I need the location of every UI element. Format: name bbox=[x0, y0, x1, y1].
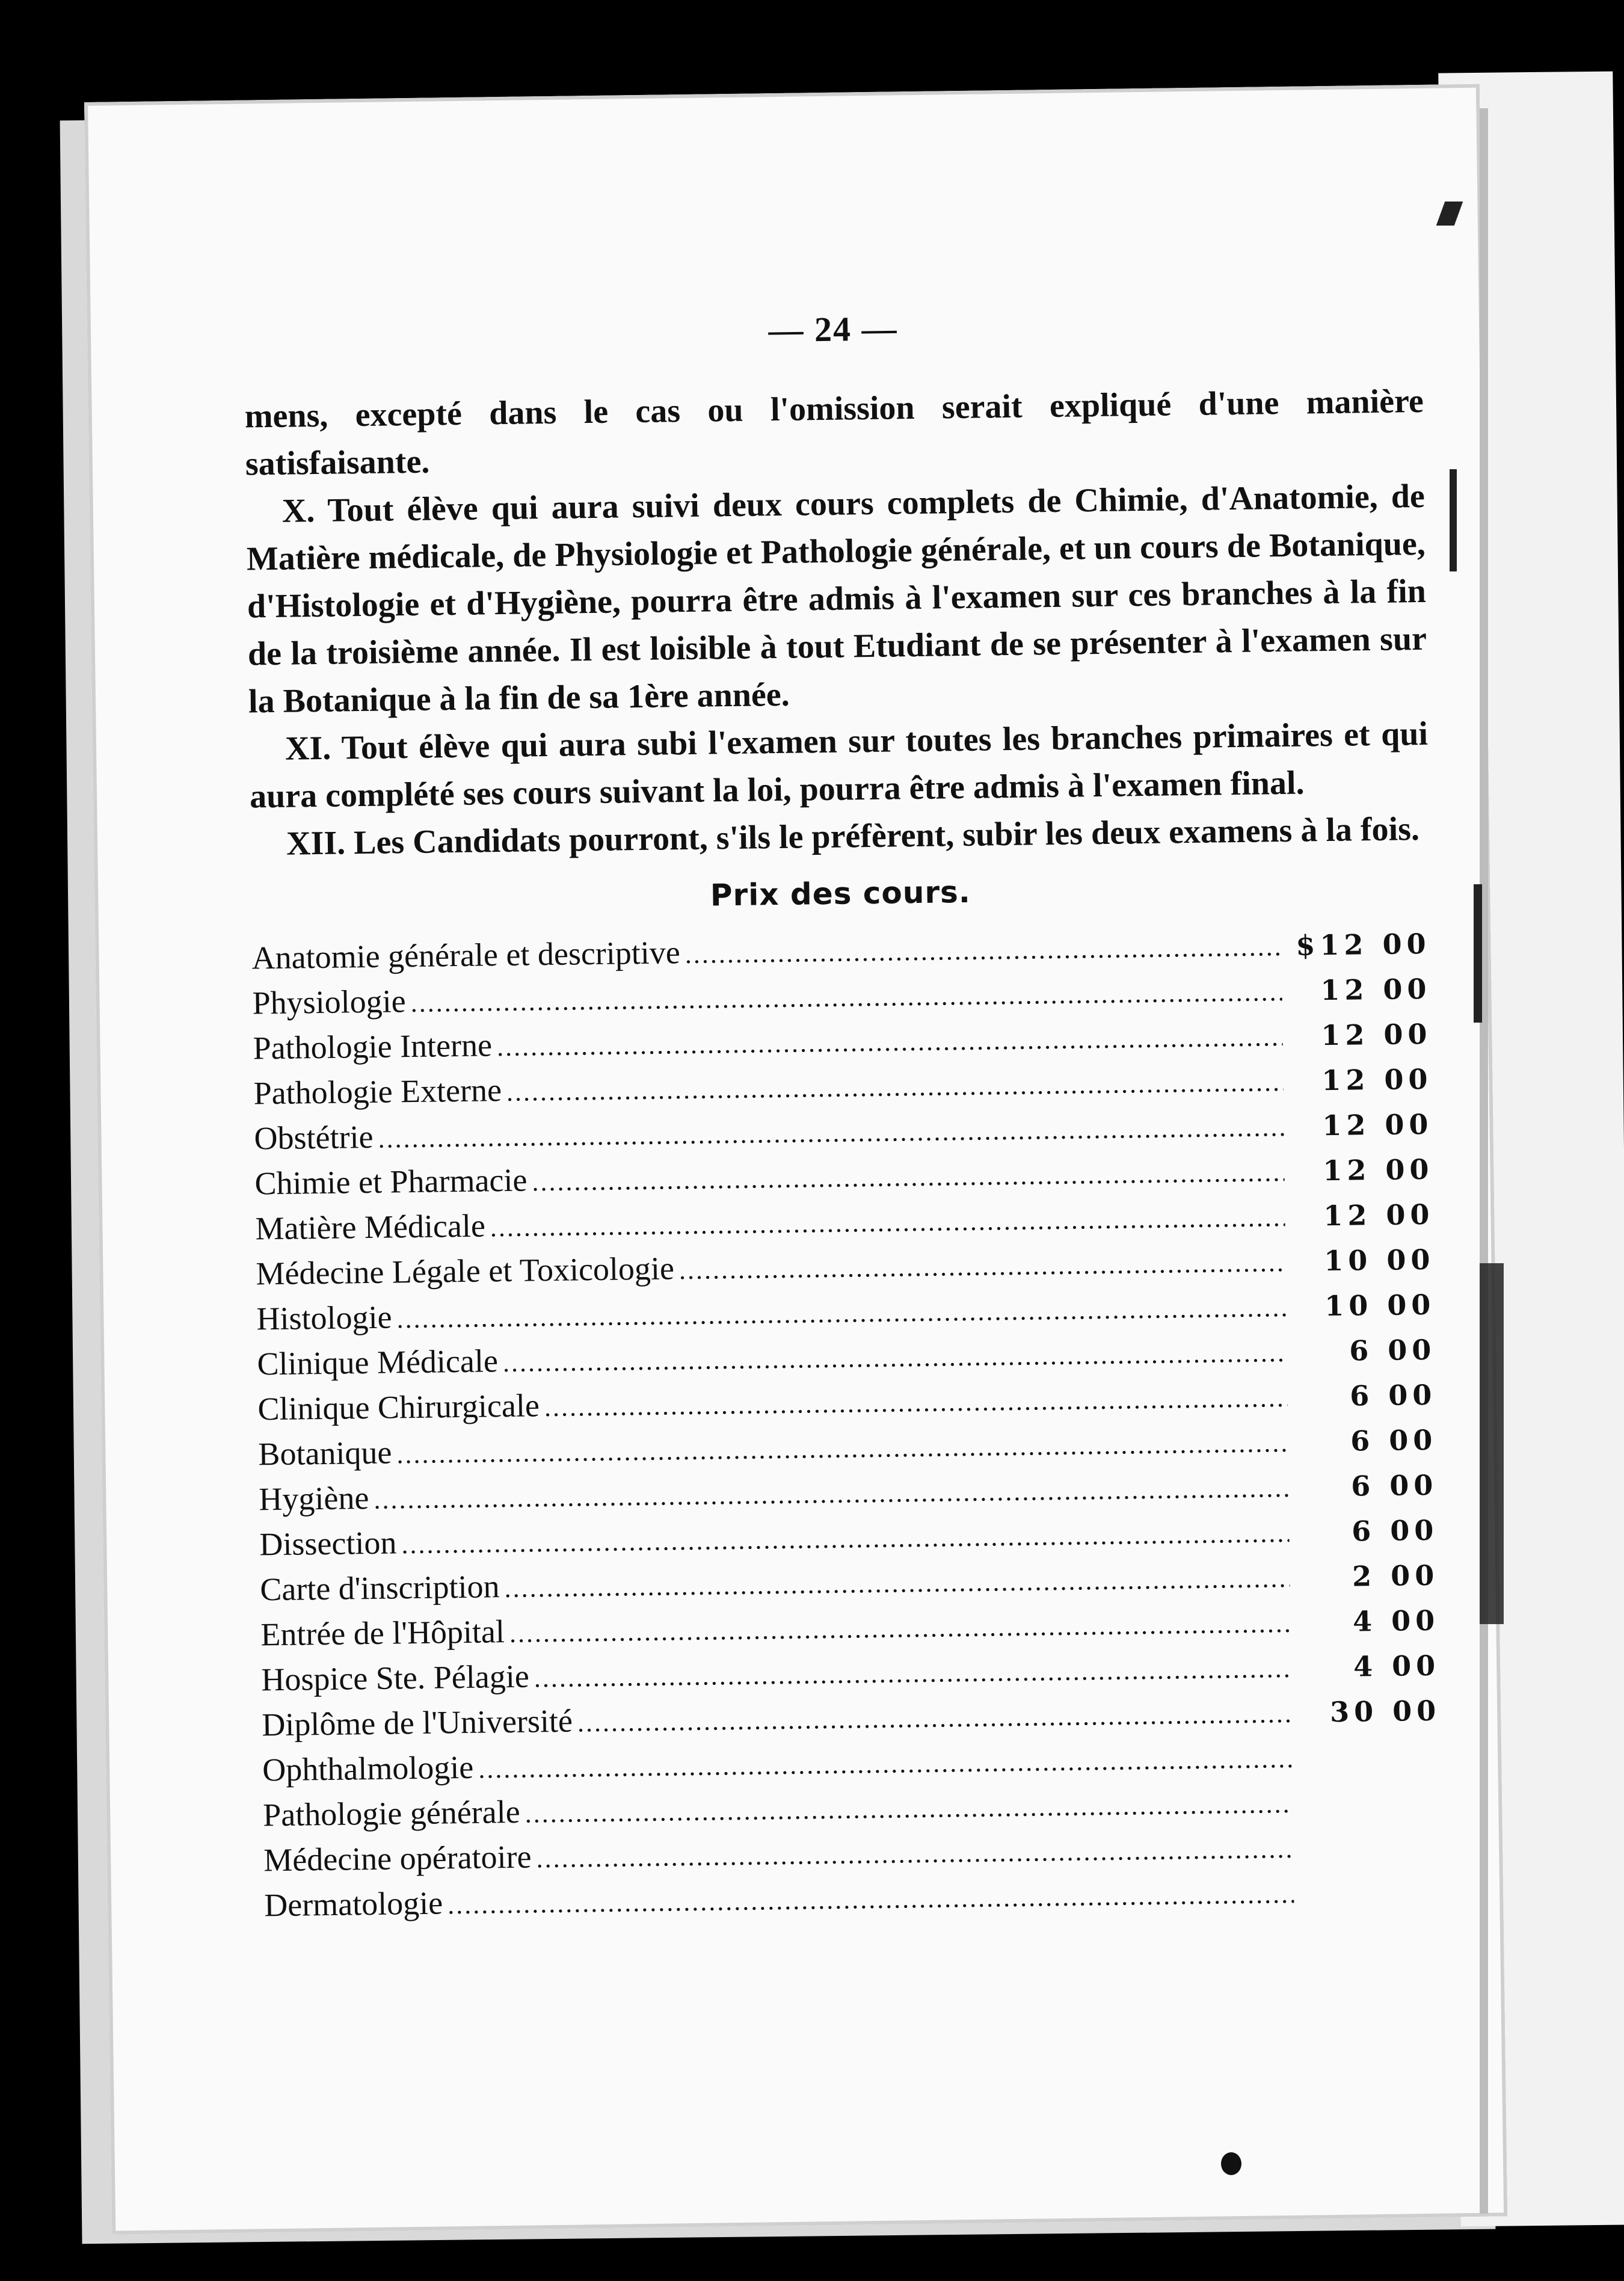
course-price: 12 00 bbox=[1320, 972, 1432, 1007]
course-price bbox=[1297, 1765, 1441, 1767]
leader-dots bbox=[577, 1698, 1292, 1738]
course-name: Hospice Ste. Pélagie bbox=[260, 1658, 530, 1698]
course-price bbox=[1298, 1856, 1442, 1858]
course-name: Médecine Légale et Toxicologie bbox=[256, 1250, 675, 1292]
course-price: 12 00 bbox=[1323, 1198, 1435, 1233]
course-price: 10 00 bbox=[1323, 1243, 1435, 1278]
course-name: Carte d'inscription bbox=[259, 1568, 500, 1608]
course-name: Histologie bbox=[256, 1299, 392, 1337]
course-price bbox=[1297, 1811, 1442, 1812]
course-name: Obstétrie bbox=[254, 1118, 374, 1157]
paragraph-article-x: X. Tout élève qui aura suivi deux cours complets de Chimie, d'Anatomie, de Matière médicale, de Physiologie et Pathologie générale, et un cours de Botanique, d'Histologie et d'Hygiène, pourra être admis à l'examen sur ces branches à la fin de la troisième année. Il est loisible à tout Etudiant de se présenter à l'examen sur la Botanique à la fin de sa 1ère année. bbox=[246, 477, 1427, 721]
course-price: 12 00 bbox=[1321, 1017, 1432, 1052]
page-fold bbox=[1480, 108, 1488, 2214]
course-name: Physiologie bbox=[252, 983, 407, 1021]
paragraph-article-xii: XII. Les Candidats pourront, s'ils le préfèrent, subir les deux examens à la fois. bbox=[286, 810, 1420, 863]
document-page bbox=[84, 84, 1507, 2235]
course-name: Pathologie générale bbox=[262, 1793, 520, 1833]
course-price: 12 00 bbox=[1322, 1107, 1433, 1142]
paragraph-article-xi: XI. Tout élève qui aura subi l'examen sur toutes les branches primaires et qui aura complété ses cours suivant la loi, pourra être admis à l'examen final. bbox=[249, 715, 1429, 816]
leader-dots bbox=[396, 1427, 1288, 1470]
leader-dots bbox=[396, 1292, 1287, 1334]
course-price: 6 00 bbox=[1350, 1423, 1438, 1458]
page-content bbox=[244, 301, 1444, 1932]
leader-dots bbox=[374, 1473, 1289, 1515]
paragraph-continuation: mens, excepté dans le cas ou l'omission serait expliqué d'une manière satisfaisante. bbox=[244, 382, 1424, 483]
scan-mark bbox=[1480, 1263, 1504, 1624]
leader-dots bbox=[532, 1157, 1285, 1197]
leader-dots bbox=[410, 976, 1282, 1018]
course-name: Matière Médicale bbox=[255, 1207, 486, 1247]
leader-dots bbox=[534, 1653, 1291, 1693]
course-name: Entrée de l'Hôpital bbox=[260, 1613, 505, 1653]
course-name: Chimie et Pharmacie bbox=[254, 1162, 527, 1202]
course-name: Anatomie générale et descriptive bbox=[251, 934, 681, 976]
course-price: $12 00 bbox=[1296, 927, 1431, 962]
course-price: 12 00 bbox=[1323, 1153, 1434, 1187]
course-name: Botanique bbox=[258, 1434, 392, 1473]
leader-dots bbox=[684, 931, 1281, 970]
course-price: 4 00 bbox=[1352, 1604, 1440, 1638]
course-price: 10 00 bbox=[1324, 1288, 1436, 1323]
leader-dots bbox=[478, 1743, 1293, 1785]
leader-dots bbox=[506, 1067, 1284, 1107]
page-number: — 24 — bbox=[768, 309, 898, 350]
course-price: 12 00 bbox=[1321, 1062, 1433, 1097]
leader-dots bbox=[509, 1608, 1291, 1649]
course-price: 4 00 bbox=[1353, 1649, 1441, 1683]
course-price: 6 00 bbox=[1350, 1468, 1438, 1503]
leader-dots bbox=[504, 1563, 1290, 1604]
leader-dots bbox=[679, 1247, 1286, 1285]
ink-blot bbox=[1221, 2152, 1241, 2175]
leader-dots bbox=[524, 1788, 1293, 1829]
scan-mark bbox=[1474, 884, 1482, 1023]
course-price: 30 00 bbox=[1329, 1694, 1441, 1729]
course-price: 2 00 bbox=[1352, 1559, 1439, 1593]
course-price: 6 00 bbox=[1349, 1333, 1436, 1367]
course-price: 6 00 bbox=[1351, 1513, 1439, 1548]
course-name: Pathologie Interne bbox=[253, 1027, 493, 1067]
course-name: Médecine opératoire bbox=[263, 1838, 532, 1879]
leader-dots bbox=[503, 1337, 1287, 1378]
leader-dots bbox=[490, 1202, 1285, 1243]
leader-dots bbox=[448, 1879, 1294, 1920]
course-name: Dermatologie bbox=[263, 1885, 443, 1924]
course-name: Dissection bbox=[259, 1524, 397, 1563]
course-name: Hygiène bbox=[259, 1480, 369, 1518]
leader-dots bbox=[536, 1833, 1293, 1874]
course-price: 6 00 bbox=[1349, 1378, 1437, 1412]
course-name: Diplôme de l'Université bbox=[261, 1702, 573, 1743]
leader-dots bbox=[378, 1112, 1284, 1154]
leader-dots bbox=[497, 1021, 1283, 1062]
price-list-heading: Prix des cours. bbox=[710, 874, 971, 913]
leader-dots bbox=[544, 1382, 1288, 1423]
course-name: Clinique Chirurgicale bbox=[257, 1387, 540, 1427]
course-name: Ophthalmologie bbox=[262, 1749, 474, 1788]
scan-mark bbox=[1450, 469, 1457, 571]
price-list bbox=[251, 924, 1443, 1932]
course-name: Pathologie Externe bbox=[253, 1072, 502, 1112]
course-name: Clinique Médicale bbox=[257, 1343, 499, 1382]
course-price bbox=[1299, 1901, 1443, 1903]
leader-dots bbox=[401, 1518, 1290, 1560]
